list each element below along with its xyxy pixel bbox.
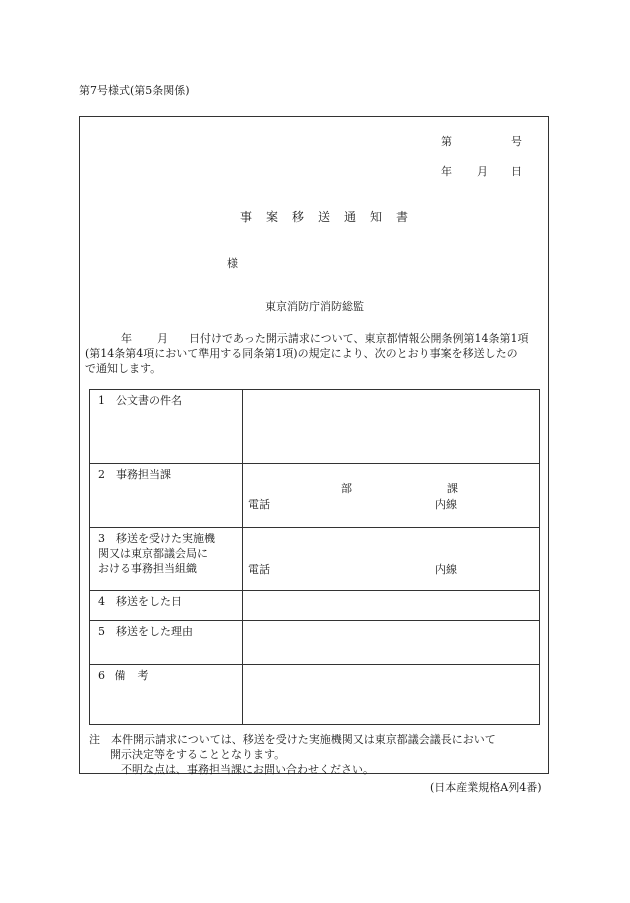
note-line1: 注 本件開示請求については、移送を受けた実施機関又は東京都議会議長において bbox=[89, 733, 496, 746]
paper-size: (日本産業規格A列4番) bbox=[430, 781, 542, 794]
document-title: 事案移送通知書 bbox=[240, 210, 423, 224]
table-row bbox=[90, 390, 540, 464]
body-line1: 日付けであった開示請求について、東京都情報公開条例第14条第1項 bbox=[189, 332, 529, 345]
label-transfer-reason: 5 移送をした理由 bbox=[90, 621, 243, 665]
date-year: 年 bbox=[441, 165, 452, 178]
table-row bbox=[90, 528, 540, 591]
label-remarks-number: 6 bbox=[98, 669, 105, 682]
body-line3: で通知します。 bbox=[85, 362, 162, 375]
value-responsible-section[interactable] bbox=[243, 464, 540, 528]
note-line2: 開示決定等をすることとなります。 bbox=[110, 748, 286, 761]
table-row bbox=[90, 665, 540, 725]
table-row bbox=[90, 621, 540, 665]
note-line3: 不明な点は、事務担当課にお問い合わせください。 bbox=[121, 763, 374, 776]
section-label: 課 bbox=[447, 482, 458, 495]
label-receiving-organization bbox=[90, 528, 243, 591]
date-month: 月 bbox=[477, 165, 488, 178]
label-line: 関又は東京都議会局に bbox=[98, 547, 208, 560]
value-transfer-date[interactable] bbox=[243, 591, 540, 621]
label-responsible-section: 2 事務担当課 bbox=[90, 464, 243, 528]
value-remarks[interactable] bbox=[243, 665, 540, 725]
issuer: 東京消防庁消防総監 bbox=[265, 300, 364, 313]
number-suffix: 号 bbox=[511, 135, 522, 148]
table-row bbox=[90, 464, 540, 528]
label-transfer-date: 4 移送をした日 bbox=[90, 591, 243, 621]
label-document-subject: 1 公文書の件名 bbox=[90, 390, 243, 464]
label-line: 3 移送を受けた実施機 bbox=[98, 532, 215, 545]
extension-label: 内線 bbox=[435, 563, 457, 576]
date-day: 日 bbox=[511, 165, 522, 178]
value-receiving-organization[interactable] bbox=[243, 528, 540, 591]
label-line: おける事務担当組織 bbox=[98, 562, 197, 575]
form-number: 第7号様式(第5条関係) bbox=[79, 84, 190, 97]
value-document-subject[interactable] bbox=[243, 390, 540, 464]
body-month: 月 bbox=[157, 332, 168, 345]
label-remarks bbox=[90, 665, 243, 725]
body-line2: (第14条第4項において準用する同条第1項)の規定により、次のとおり事案を移送したの bbox=[85, 347, 518, 360]
label-remarks-text: 備考 bbox=[114, 669, 161, 682]
phone-label: 電話 bbox=[248, 563, 270, 576]
number-prefix: 第 bbox=[441, 135, 452, 148]
extension-label: 内線 bbox=[435, 498, 457, 511]
addressee-suffix: 様 bbox=[227, 257, 238, 270]
record-table bbox=[89, 389, 540, 725]
body-year: 年 bbox=[121, 332, 132, 345]
dept-label: 部 bbox=[341, 482, 352, 495]
value-transfer-reason[interactable] bbox=[243, 621, 540, 665]
table-row bbox=[90, 591, 540, 621]
phone-label: 電話 bbox=[248, 498, 270, 511]
